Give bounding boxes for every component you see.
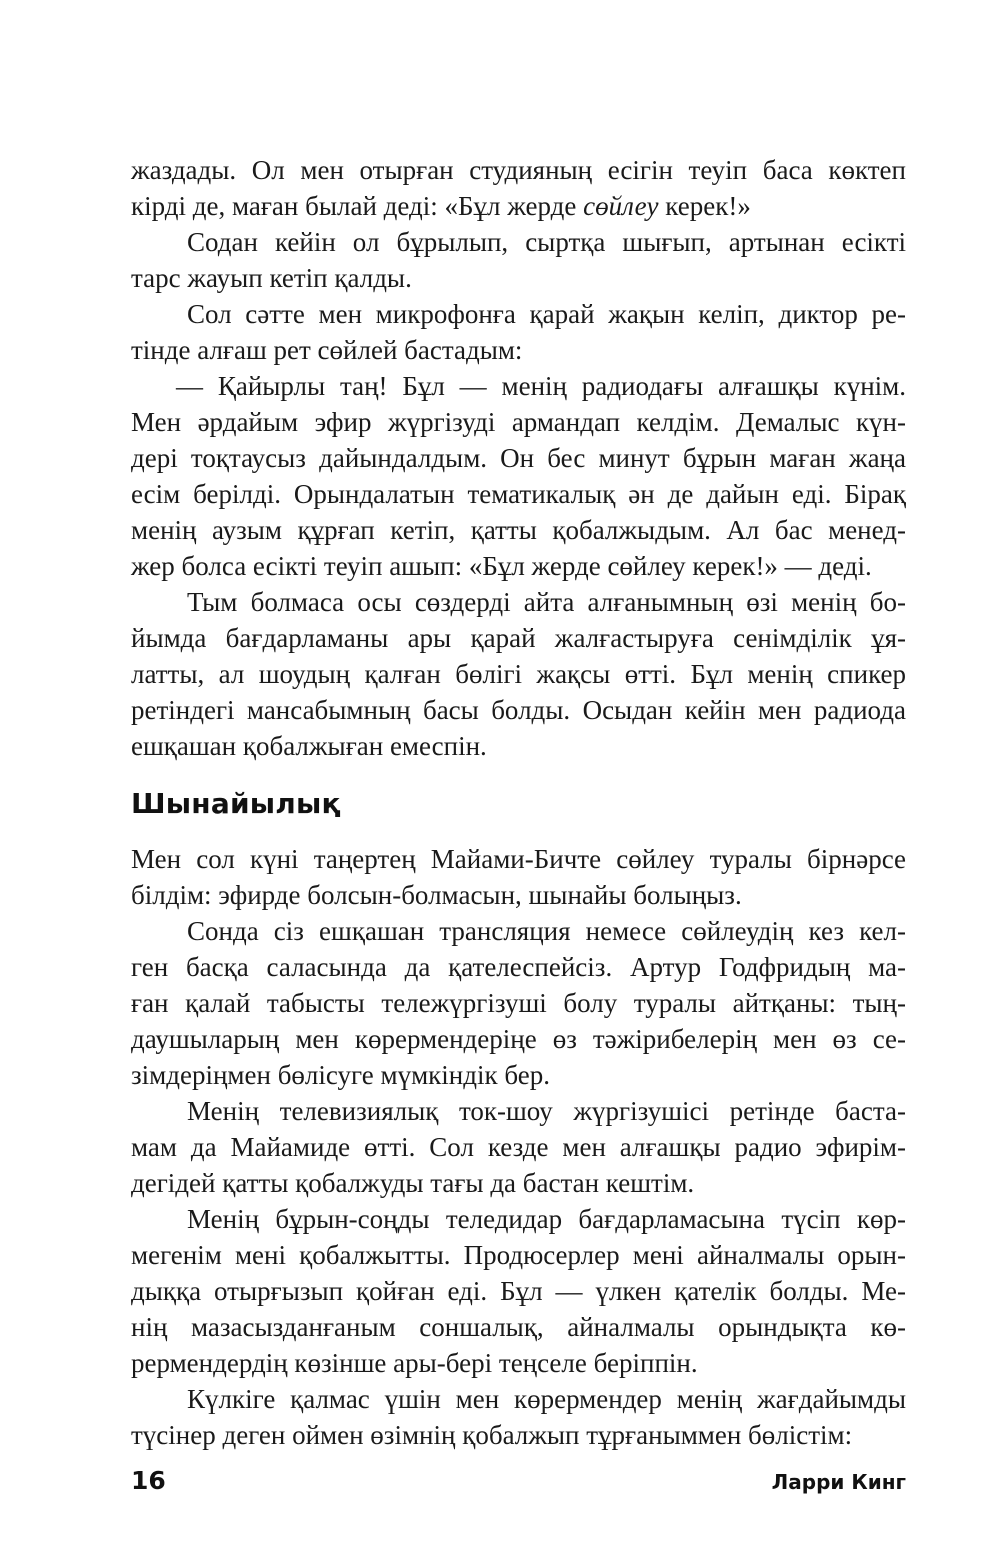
text-line: — Қайырлы таң! Бұл — менің радиодағы алғашқы күнім. <box>176 371 906 401</box>
text-line: Менің телевизиялық ток-шоу жүргізушісі ретінде баста- <box>187 1096 906 1126</box>
text-line: нің мазасызданғаным соншалық, айналмалы орындықта кө- <box>131 1312 906 1342</box>
text-line: ретіндегі мансабымның басы болды. Осыдан кейін мен радиода <box>131 695 906 725</box>
text-line: йымда бағдарламаны ары қарай жалғастыруға сенімділік ұя- <box>131 623 906 653</box>
text-line: Күлкіге қалмас үшін мен көрермендер менің жағдайымды <box>187 1384 906 1414</box>
text-line: мегенім мені қобалжытты. Продюсерлер мені айналмалы орын- <box>131 1240 906 1270</box>
text-line: Сонда сіз ешқашан трансляция немесе сөйлеудің кез кел- <box>187 916 906 946</box>
text-line: Тым болмаса осы сөздерді айта алғанымның өзі менің бо- <box>187 587 906 617</box>
text-line: тарс жауып кетіп қалды. <box>131 263 412 293</box>
text-line: жаздады. Ол мен отырған студияның есігін теуіп баса көктеп <box>131 155 906 185</box>
text-line: дегідей қатты қобалжуды тағы да бастан кештім. <box>131 1168 695 1198</box>
text-line: ешқашан қобалжыған емеспін. <box>131 731 487 761</box>
text-line: есім берілді. Орындалатын тематикалық ән де дайын еді. Бірақ <box>131 479 906 509</box>
text-line: дыққа отырғызып қойған еді. Бұл — үлкен қателік болды. Ме- <box>131 1276 906 1306</box>
text-line: рермендердің көзінше ары-бері теңселе беріппін. <box>131 1348 698 1378</box>
text-line: дері тоқтаусыз дайындалдым. Он бес минут бұрын маған жаңа <box>131 443 906 473</box>
text-line <box>131 188 906 224</box>
text-block-bottom <box>131 841 906 1453</box>
text-line: түсінер деген оймен өзімнің қобалжып тұрғаныммен бөлістім: <box>131 1420 853 1450</box>
text-fragment: кірді де, маған былай деді: «Бұл жерде <box>131 191 584 221</box>
text-line: Мен сол күні таңертең Майами-Бичте сөйлеу туралы бірнәрсе <box>131 844 906 874</box>
text-fragment: керек!» <box>658 191 751 221</box>
text-line: Содан кейін ол бұрылып, сыртқа шығып, артынан есікті <box>187 227 906 257</box>
section-heading: Шынайылық <box>131 787 341 820</box>
text-block-top <box>131 152 906 764</box>
page-number: 16 <box>131 1466 166 1495</box>
text-line: менің аузым құрғап кетіп, қатты қобалжыдым. Ал бас менед- <box>131 515 906 545</box>
text-line: латты, ал шоудың қалған бөлігі жақсы өтті. Бұл менің спикер <box>131 659 906 689</box>
text-line: Мен әрдайым эфир жүргізуді армандап келдім. Демалыс күн- <box>131 407 906 437</box>
text-line: ған қалай табысты тележүргізуші болу туралы айтқаны: тың- <box>131 988 906 1018</box>
italic-word: сөйлеу <box>583 191 659 221</box>
text-line: даушыларың мен көрермендеріңе өз тәжірибелерің мен өз се- <box>131 1024 906 1054</box>
text-line: тінде алғаш рет сөйлей бастадым: <box>131 335 523 365</box>
text-line: Сол сәтте мен микрофонға қарай жақын келіп, диктор ре- <box>187 299 906 329</box>
text-line: зімдеріңмен бөлісуге мүмкіндік бер. <box>131 1060 550 1090</box>
text-line: жер болса есікті теуіп ашып: «Бұл жерде сөйлеу керек!» — деді. <box>131 551 872 581</box>
running-footer-author: Ларри Кинг <box>771 1470 906 1494</box>
text-line: Менің бұрын-соңды теледидар бағдарламасына түсіп көр- <box>187 1204 906 1234</box>
text-line: мам да Майамиде өтті. Сол кезде мен алғашқы радио эфирім- <box>131 1132 906 1162</box>
text-line: ген басқа саласында да қателеспейсіз. Артур Годфридың ма- <box>131 952 906 982</box>
text-line: білдім: эфирде болсын-болмасын, шынайы болыңыз. <box>131 880 742 910</box>
